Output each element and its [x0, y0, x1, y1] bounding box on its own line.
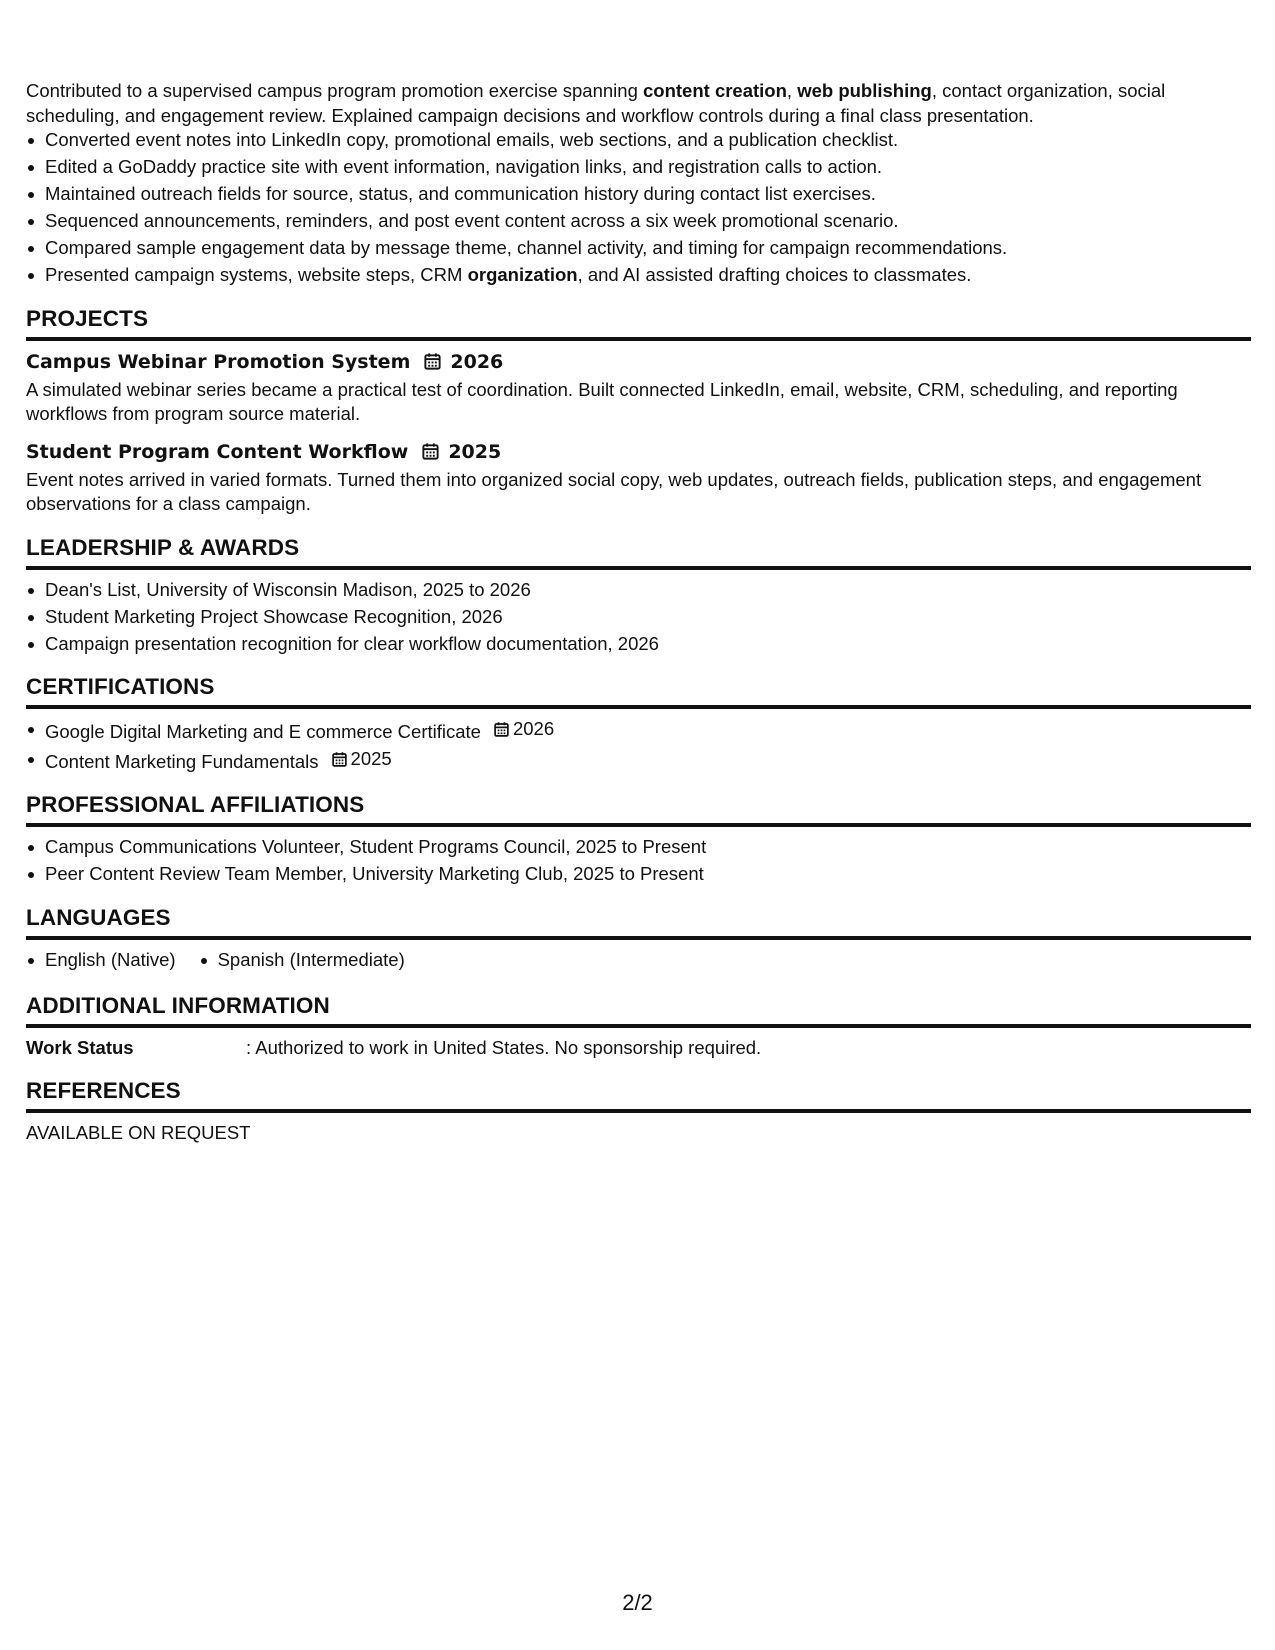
list-item: Maintained outreach fields for source, status, and communication history during contact list exercises.	[45, 182, 1251, 207]
section-heading: LEADERSHIP & AWARDS	[26, 534, 1251, 570]
calendar-icon	[493, 721, 510, 738]
certification-year: 2026	[512, 718, 555, 739]
leadership-list	[26, 578, 1251, 657]
work-status-row	[26, 1036, 1251, 1061]
list-item: Dean's List, University of Wisconsin Madison, 2025 to 2026	[45, 578, 1251, 603]
list-item	[45, 717, 1251, 744]
references-section	[26, 1077, 1251, 1146]
project-title: Student Program Content Workflow	[26, 440, 409, 463]
work-status-value: : Authorized to work in United States. No sponsorship required.	[246, 1036, 762, 1058]
affiliations-section	[26, 791, 1251, 887]
list-item: Campaign presentation recognition for clear workflow documentation, 2026	[45, 632, 1251, 657]
experience-bullets	[26, 128, 1251, 288]
calendar-icon	[423, 352, 442, 371]
affiliations-list	[26, 835, 1251, 887]
list-item: Student Marketing Project Showcase Recognition, 2026	[45, 605, 1251, 630]
list-item: Converted event notes into LinkedIn copy, promotional emails, web sections, and a publication checklist.	[45, 128, 1251, 153]
project-title-row	[26, 439, 1251, 465]
resume-page	[26, 79, 1251, 1146]
list-item	[45, 747, 1251, 774]
project-title: Campus Webinar Promotion System	[26, 350, 411, 373]
list-item: Sequenced announcements, reminders, and post event content across a six week promotional scenario.	[45, 209, 1251, 234]
section-heading: REFERENCES	[26, 1077, 1251, 1113]
list-item: Campus Communications Volunteer, Student Programs Council, 2025 to Present	[45, 835, 1251, 860]
projects-section	[26, 305, 1251, 517]
work-status-label: Work Status	[26, 1036, 134, 1058]
keyword-web-publishing: web publishing	[797, 80, 932, 101]
list-item: Compared sample engagement data by message theme, channel activity, and timing for campaign recommendations.	[45, 236, 1251, 261]
section-heading: LANGUAGES	[26, 904, 1251, 940]
list-item: English (Native)	[45, 948, 176, 973]
list-item: Presented campaign systems, website steps, CRM organization, and AI assisted drafting choices to classmates.	[45, 263, 1251, 288]
references-text: AVAILABLE ON REQUEST	[26, 1122, 251, 1143]
certifications-section	[26, 673, 1251, 774]
project-description: A simulated webinar series became a practical test of coordination. Built connected LinkedIn, email, website, CRM, scheduling, and reporting workflows from program source material.	[26, 378, 1178, 424]
summary-paragraph: Contributed to a supervised campus program promotion exercise spanning content creation, web publishing, contact organization, social scheduling, and engagement review. Explained campaign decisions and workflow controls during a final class presentation.	[26, 80, 1166, 126]
section-heading: PROJECTS	[26, 305, 1251, 341]
section-heading: PROFESSIONAL AFFILIATIONS	[26, 791, 1251, 827]
calendar-icon	[331, 751, 348, 768]
list-item: Spanish (Intermediate)	[218, 948, 405, 973]
project-description: Event notes arrived in varied formats. Turned them into organized social copy, web updates, outreach fields, publication steps, and engagement observations for a class campaign.	[26, 468, 1202, 514]
certification-name: Content Marketing Fundamentals	[45, 750, 319, 772]
keyword-content-creation: content creation	[643, 80, 787, 101]
section-heading: CERTIFICATIONS	[26, 673, 1251, 709]
certifications-list	[26, 717, 1251, 774]
additional-info-section	[26, 992, 1251, 1061]
section-heading: ADDITIONAL INFORMATION	[26, 992, 1251, 1028]
project-title-row	[26, 349, 1251, 375]
languages-list	[26, 948, 447, 975]
list-item: Peer Content Review Team Member, University Marketing Club, 2025 to Present	[45, 862, 1251, 887]
project-year: 2025	[448, 440, 502, 463]
project-year: 2026	[450, 350, 504, 373]
list-item: Edited a GoDaddy practice site with event information, navigation links, and registration calls to action.	[45, 155, 1251, 180]
certification-year: 2025	[350, 747, 392, 769]
leadership-section	[26, 534, 1251, 657]
calendar-icon	[421, 442, 440, 461]
certification-name: Google Digital Marketing and E commerce Certificate	[45, 720, 481, 742]
page-number: 2/2	[622, 1590, 653, 1615]
languages-section	[26, 904, 1251, 975]
